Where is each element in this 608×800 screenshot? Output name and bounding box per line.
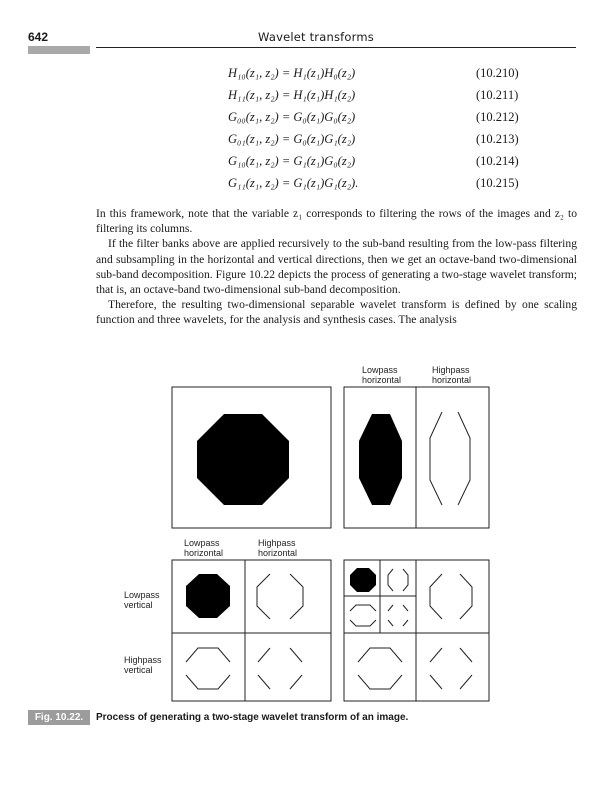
paragraph: Therefore, the resulting two-dimensional separable wavelet transform is defined by one scaling function and three wavelets, for the analysis and synthesis cases. The analysis xyxy=(96,298,577,327)
edges-hh2 xyxy=(403,620,408,626)
equation: G₀₁(z₁, z₂) = G₀(z₁)G₁(z₂) (10.213) xyxy=(228,132,519,146)
equation: H₁₁(z₁, z₂) = H₁(z₁)H₁(z₂) (10.211) xyxy=(228,88,519,102)
edges-hl1-top xyxy=(186,648,230,662)
edges-lh1-right xyxy=(290,574,303,619)
edges-lh2-left xyxy=(388,569,393,591)
edges-hh2 xyxy=(388,620,393,626)
label-top-lowpass-horizontal: Lowpass horizontal xyxy=(362,365,402,385)
octagon-original xyxy=(197,414,289,505)
edges-hh-left xyxy=(430,412,442,505)
label-lowpass-vertical: Lowpass vertical xyxy=(124,590,160,610)
running-title: Wavelet transforms xyxy=(258,30,374,44)
edges-hh1 xyxy=(290,675,302,689)
edges-hh1 xyxy=(258,648,270,662)
edges-hh-s2 xyxy=(460,648,472,662)
paragraph: In this framework, note that the variable z₁ corresponds to filtering the rows of the images and z₂ to filtering its columns. xyxy=(96,207,577,236)
octagon-ll2 xyxy=(350,568,376,592)
figure-tag: Fig. 10.22. xyxy=(28,710,90,725)
edges-hh-s2 xyxy=(430,648,442,662)
edges-hh-right xyxy=(458,412,470,505)
equation: G₀₀(z₁, z₂) = G₀(z₁)G₀(z₂) (10.212) xyxy=(228,110,519,124)
octagon-lowpass-h xyxy=(359,414,402,505)
edges-hh1 xyxy=(290,648,302,662)
equation: H₁₀(z₁, z₂) = H₁(z₁)H₀(z₂) (10.210) xyxy=(228,66,519,80)
equation: G₁₀(z₁, z₂) = G₁(z₁)G₀(z₂) (10.214) xyxy=(228,154,519,168)
octagon-ll1 xyxy=(186,574,230,618)
edges-hh2 xyxy=(403,605,408,611)
edges-lh-s2-left xyxy=(430,574,442,619)
page-number: 642 xyxy=(28,30,49,44)
equation: G₁₁(z₁, z₂) = G₁(z₁)G₁(z₂). (10.215) xyxy=(228,176,519,190)
edges-hl2-bottom xyxy=(350,620,376,626)
label-top-highpass-horizontal: Highpass horizontal xyxy=(432,365,472,385)
label-highpass-vertical: Highpass vertical xyxy=(124,655,162,675)
edges-lh1-left xyxy=(257,574,270,619)
edges-hl-s2-bottom xyxy=(358,675,402,689)
edges-hh1 xyxy=(258,675,270,689)
paragraph: If the filter banks above are applied recursively to the sub-band resulting from the low-pass filtering and subsampling in the horizontal and vertical directions, then we get an octave-band two-dimensional sub-band decomposition. Figure 10.22 depicts the process of generating a two-stage wavelet transform; that is, an octave-band two-dimensional sub-band decomposition. xyxy=(96,237,577,297)
label-mid-lowpass-horizontal: Lowpass horizontal xyxy=(184,538,224,558)
edges-lh2-right xyxy=(403,569,408,591)
edges-hl-s2-top xyxy=(358,648,402,662)
figure-caption: Process of generating a two-stage wavelet transform of an image. xyxy=(96,712,409,723)
edges-hh-s2 xyxy=(430,675,442,689)
label-mid-highpass-horizontal: Highpass horizontal xyxy=(258,538,298,558)
edges-hh-s2 xyxy=(460,675,472,689)
edges-lh-s2-right xyxy=(460,574,472,619)
edges-hl1-bottom xyxy=(186,675,230,689)
edges-hh2 xyxy=(388,605,393,611)
edges-hl2-top xyxy=(350,605,376,611)
